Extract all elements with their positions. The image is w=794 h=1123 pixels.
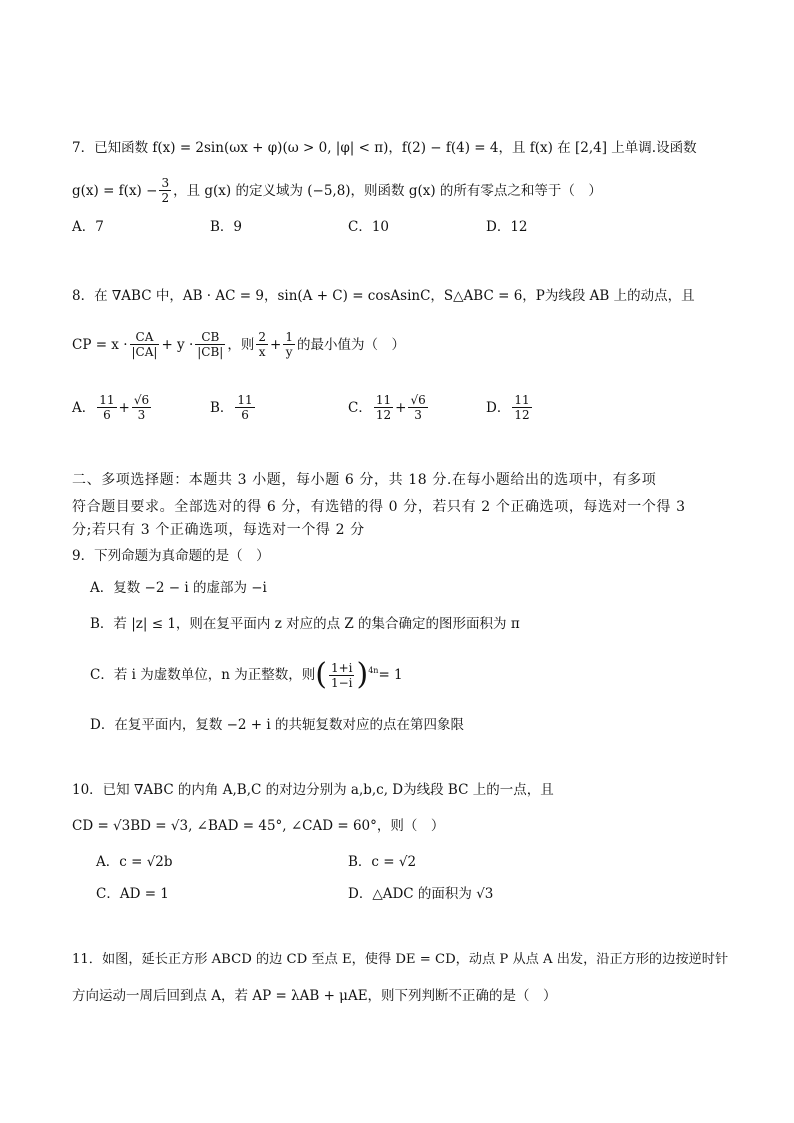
q7-option-d: D．12	[486, 219, 528, 235]
q8-2x-fraction	[256, 330, 268, 359]
q10-line2: CD = √3BD = √3, ∠BAD = 45°, ∠CAD = 60°，则（ ）	[72, 818, 445, 834]
q10-option-a: A．c = √2b	[96, 854, 173, 870]
q10-option-c: C．AD = 1	[96, 886, 169, 902]
q8-option-d-den: 12	[514, 408, 530, 422]
q8-1y-num: 1	[285, 330, 293, 344]
q8-option-a-label: A．	[72, 399, 96, 416]
q11-line2: 方向运动一周后回到点 A，若 AP = λAB + μAE，则下列判断不正确的是（ ）	[72, 988, 557, 1004]
q8-option-a	[72, 393, 153, 422]
q9-option-c-exp: 4n	[368, 666, 379, 675]
q9-option-c-frac	[329, 661, 355, 690]
q8-option-c-den1: 12	[375, 408, 392, 422]
section2-line3: 分;若只有 3 个正确选项，每选对一个得 2 分	[72, 522, 365, 538]
q9-option-b: B．若 |z| ≤ 1，则在复平面内 z 对应的点 Z 的集合确定的图形面积为 π	[90, 616, 520, 632]
q11-line1: 11．如图，延长正方形 ABCD 的边 CD 至点 E，使得 DE = CD，动点 P 从点 A 出发，沿正方形的边按逆时针	[72, 952, 729, 967]
q8-option-c-den2: 3	[414, 408, 422, 422]
q8-option-c-num2: √6	[410, 393, 426, 407]
q8-2x-num: 2	[258, 330, 266, 344]
q8-plus-y: + y ·	[161, 336, 194, 353]
q7-option-c: C．10	[348, 219, 390, 235]
q8-option-a-den2: 3	[137, 408, 146, 422]
q9-option-c-num: 1+i	[330, 660, 353, 675]
q8-option-a-num1: 11	[99, 393, 115, 407]
q8-option-d	[486, 393, 534, 422]
q8-option-d-num: 11	[514, 393, 530, 407]
q7-fraction	[159, 176, 171, 205]
q10-option-d: D．△ADC 的面积为 √3	[348, 886, 494, 902]
q7-line1: 7．已知函数 f(x) = 2sin(ωx + φ)(ω > 0, |φ| < π)，f(2) − f(4) = 4，且 f(x) 在 [2,4] 上单调.设函数	[72, 140, 697, 156]
q9-left-paren: (	[315, 657, 327, 692]
q8-line2	[72, 330, 405, 359]
q8-option-d-frac	[512, 393, 531, 422]
q7-frac-den: 2	[161, 191, 170, 205]
q8-option-a-num2: √6	[133, 393, 150, 407]
q8-option-b-num: 11	[237, 393, 253, 407]
q8-option-a-frac1	[97, 393, 116, 422]
q9-option-c-post: = 1	[378, 667, 403, 683]
q9-option-c-pre: C．若 i 为虚数单位，n 为正整数，则	[90, 667, 316, 683]
q7-option-a: A．7	[72, 219, 104, 235]
q8-option-b	[210, 393, 257, 422]
q8-cb-num: CB	[195, 330, 225, 345]
q8-option-a-frac2	[132, 393, 151, 422]
section2-line1: 二、多项选择题：本题共 3 小题，每小题 6 分，共 18 分.在每小题给出的选项中，有多项	[72, 472, 657, 488]
q9-option-a: A．复数 −2 − i 的虚部为 −i	[90, 580, 267, 596]
q8-line1: 8．在 ∇ABC 中，AB · AC = 9，sin(A + C) = cosAsinC，S△ABC = 6，P为线段 AB 上的动点，且	[72, 288, 695, 304]
q9-option-c-den: 1−i	[330, 675, 353, 690]
q7-line2-post: ，且 g(x) 的定义域为 (−5,8)，则函数 g(x) 的所有零点之和等于（ ）	[173, 182, 602, 199]
q8-ca-den: |CA|	[131, 345, 158, 359]
q7-frac-num: 3	[161, 176, 170, 190]
section2-line2: 符合题目要求。全部选对的得 6 分，有选错的得 0 分，若只有 2 个正确选项，每选对一个得 3	[72, 499, 686, 515]
q8-ca-num: CA	[130, 330, 160, 345]
q8-1y-fraction	[283, 330, 295, 359]
q7-line2-pre: g(x) = f(x) −	[72, 182, 158, 199]
q8-option-c-frac2	[408, 393, 427, 422]
q8-cb-den: |CB|	[197, 345, 224, 359]
q8-2x-den: x	[258, 345, 266, 359]
q9-option-d: D．在复平面内，复数 −2 + i 的共轭复数对应的点在第四象限	[90, 717, 465, 733]
q8-option-b-label: B．	[210, 399, 234, 416]
q8-option-d-label: D．	[486, 399, 511, 416]
q8-option-a-den1: 6	[103, 408, 111, 422]
q8-option-c-plus: +	[395, 399, 407, 416]
q8-option-b-den: 6	[241, 408, 249, 422]
q8-tail: 的最小值为（ ）	[296, 336, 405, 353]
q8-option-c-frac1	[374, 393, 393, 422]
q10-option-b: B．c = √2	[348, 854, 417, 870]
q9-stem: 9．下列命题为真命题的是（ ）	[72, 548, 270, 564]
q8-option-c-label: C．	[348, 399, 372, 416]
q7-option-b: B．9	[210, 219, 243, 235]
q9-right-paren: )	[356, 657, 369, 692]
q8-option-a-plus: +	[118, 399, 130, 416]
q8-ca-fraction	[130, 330, 160, 359]
q7-line2	[72, 176, 602, 205]
q8-plus: +	[270, 336, 282, 353]
q9-option-c	[90, 657, 403, 692]
q8-cp: CP = x ·	[72, 336, 128, 353]
q8-cb-fraction	[195, 330, 225, 359]
q8-then: ，则	[227, 336, 255, 353]
q8-option-c	[348, 393, 430, 422]
q8-option-c-num1: 11	[375, 393, 392, 407]
q10-line1: 10．已知 ∇ABC 的内角 A,B,C 的对边分别为 a,b,c, D为线段 BC 上的一点，且	[72, 782, 554, 798]
q8-option-b-frac	[235, 393, 254, 422]
q8-1y-den: y	[285, 345, 293, 359]
